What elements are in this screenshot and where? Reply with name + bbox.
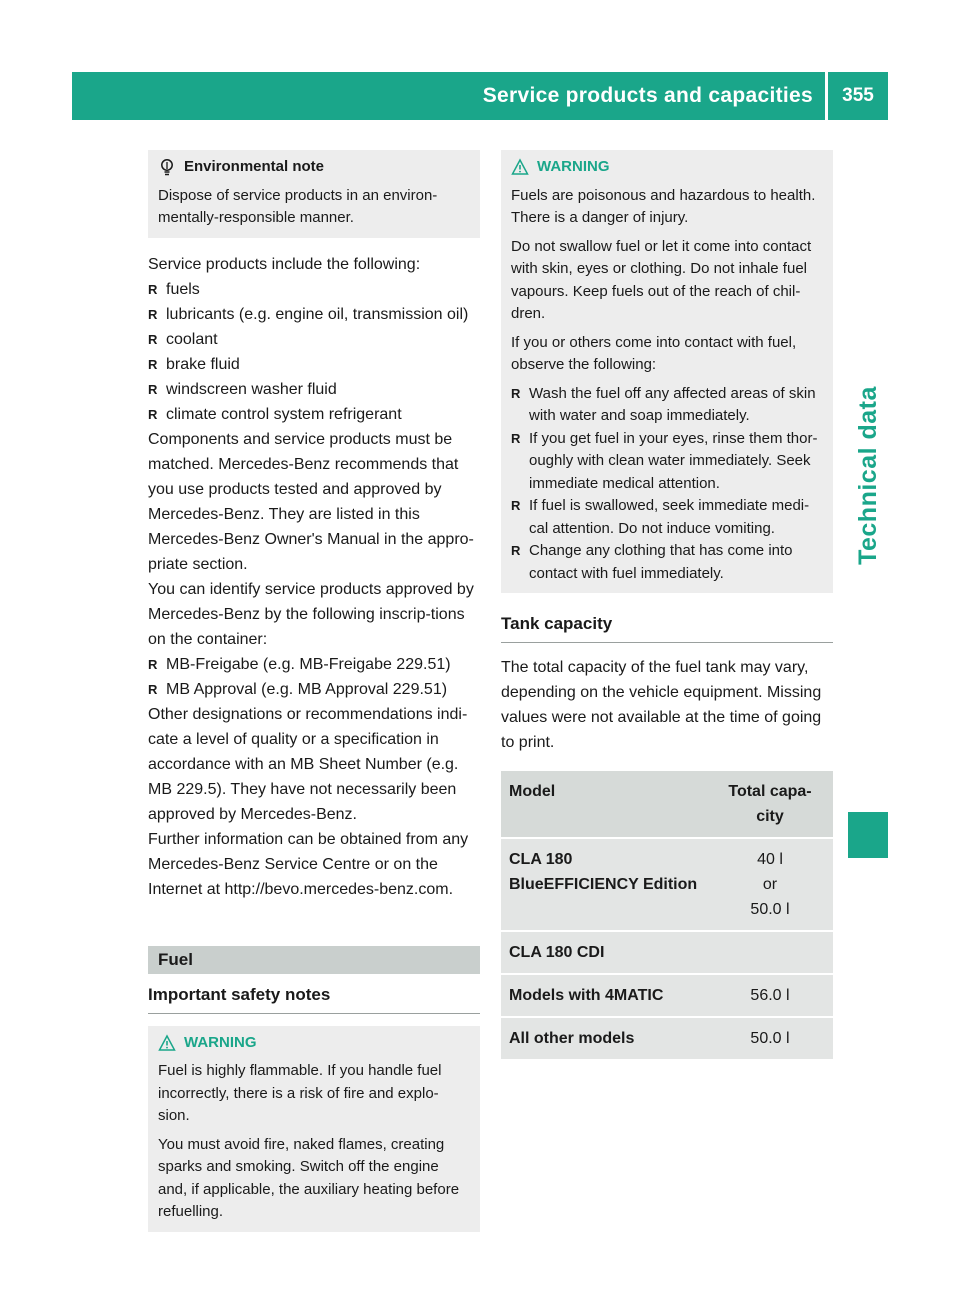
page-header [72, 72, 888, 120]
tank-capacity-intro: The total capacity of the fuel tank may vary, depending on the vehicle equipment. Missing values were not available at the time of going to print. [501, 659, 822, 751]
table-header-row [501, 771, 833, 837]
page-number: 355 [842, 85, 874, 106]
warning-title: WARNING [184, 1033, 257, 1051]
column-header-capacity: Total capa-city [707, 771, 833, 837]
inscriptions-list [148, 652, 480, 702]
list-item: R windscreen washer fluid [148, 377, 480, 402]
environmental-note-title: Environmental note [184, 158, 325, 175]
paragraph: Other designations or recommendations indi-cate a level of quality or a specification in accordance with an MB Sheet Number (e.g. MB 229.5). They have not necessarily been approved by Mercedes-Benz. [148, 705, 468, 823]
list-item: R brake fluid [148, 352, 480, 377]
header-title: Service products and capacities [482, 84, 813, 107]
tank-capacity-table [501, 769, 833, 1061]
capacity-value: 40 l [757, 851, 783, 868]
model-cell: CLA 180 CDI [501, 932, 707, 973]
list-item: R coolant [148, 327, 480, 352]
capacity-cell: 50.0 l [707, 1018, 833, 1059]
list-item: R fuels [148, 277, 480, 302]
column-header-model: Model [501, 771, 707, 837]
fuel-section-title: Fuel [148, 946, 480, 974]
warning-actions-list [511, 383, 823, 586]
warning-text: Fuels are poisonous and hazardous to health. There is a danger of injury. [511, 186, 816, 226]
products-list [148, 277, 480, 427]
products-intro: Service products include the following: [148, 255, 421, 273]
environmental-note-header [158, 156, 470, 179]
warning-header [158, 1032, 470, 1055]
model-cell: All other models [501, 1018, 707, 1059]
paragraph: You can identify service products approved by Mercedes-Benz by the following inscrip-tions on the container: [148, 580, 474, 648]
table-row [501, 839, 833, 930]
side-tab-marker [848, 812, 888, 858]
side-tab [848, 130, 888, 820]
capacity-cell [707, 839, 833, 930]
paragraph: Components and service products must be matched. Mercedes-Benz recommends that you use products tested and approved by Mercedes-Benz. They are listed in this Mercedes-Benz Owner's Manual in the appro-priate section. [148, 430, 474, 573]
warning-box-poison [501, 150, 833, 593]
warning-box-fire [148, 1026, 480, 1232]
capacity-cell [707, 932, 833, 973]
environmental-note [148, 150, 480, 238]
tank-capacity-heading: Tank capacity [501, 611, 833, 643]
list-item: R MB-Freigabe (e.g. MB-Freigabe 229.51) [148, 652, 480, 677]
table-row [501, 975, 833, 1016]
warning-triangle-icon [511, 158, 529, 176]
environmental-note-text: Dispose of service products in an environ-mentally-responsible manner. [158, 186, 438, 226]
warning-text: You must avoid fire, naked flames, creating sparks and smoking. Switch off the engine and, if applicable, the auxiliary heating before refuelling. [158, 1135, 460, 1220]
warning-title: WARNING [537, 158, 610, 175]
capacity-value: or [762, 876, 778, 893]
warning-text: Do not swallow fuel or let it come into contact with skin, eyes or clothing. Do not inhale fuel vapours. Keep fuels out of the reach of chil-dren. [511, 237, 812, 322]
capacity-value: 50.0 l [750, 901, 790, 918]
table-row [501, 1018, 833, 1059]
left-column [148, 150, 480, 1232]
list-item: R MB Approval (e.g. MB Approval 229.51) [148, 677, 480, 702]
model-cell: CLA 180 BlueEFFICIENCY Edition [501, 839, 707, 930]
safety-notes-heading: Important safety notes [148, 982, 480, 1014]
list-item: R Wash the fuel off any affected areas of skin with water and soap immediately. [511, 383, 823, 428]
model-cell: Models with 4MATIC [501, 975, 707, 1016]
warning-text: If you or others come into contact with fuel, observe the following: [511, 333, 797, 373]
list-item: R climate control system refrigerant [148, 402, 480, 427]
paragraph: Further information can be obtained from any Mercedes-Benz Service Centre or on the Internet at http://bevo.mercedes-benz.com. [148, 830, 469, 898]
warning-header [511, 156, 823, 179]
warning-triangle-icon [158, 1034, 176, 1052]
table-row [501, 932, 833, 973]
right-column [501, 150, 833, 1061]
list-item: R If you get fuel in your eyes, rinse them thor-oughly with clean water immediately. Seek immediate medical attention. [511, 428, 823, 496]
lightbulb-icon [158, 158, 176, 176]
capacity-cell: 56.0 l [707, 975, 833, 1016]
warning-text: Fuel is highly flammable. If you handle fuel incorrectly, there is a risk of fire and explo-sion. [158, 1062, 442, 1124]
side-tab-label: Technical data [853, 385, 882, 565]
list-item: R lubricants (e.g. engine oil, transmission oil) [148, 302, 480, 327]
list-item: R If fuel is swallowed, seek immediate medi-cal attention. Do not induce vomiting. [511, 495, 823, 540]
list-item: R Change any clothing that has come into contact with fuel immediately. [511, 540, 823, 585]
